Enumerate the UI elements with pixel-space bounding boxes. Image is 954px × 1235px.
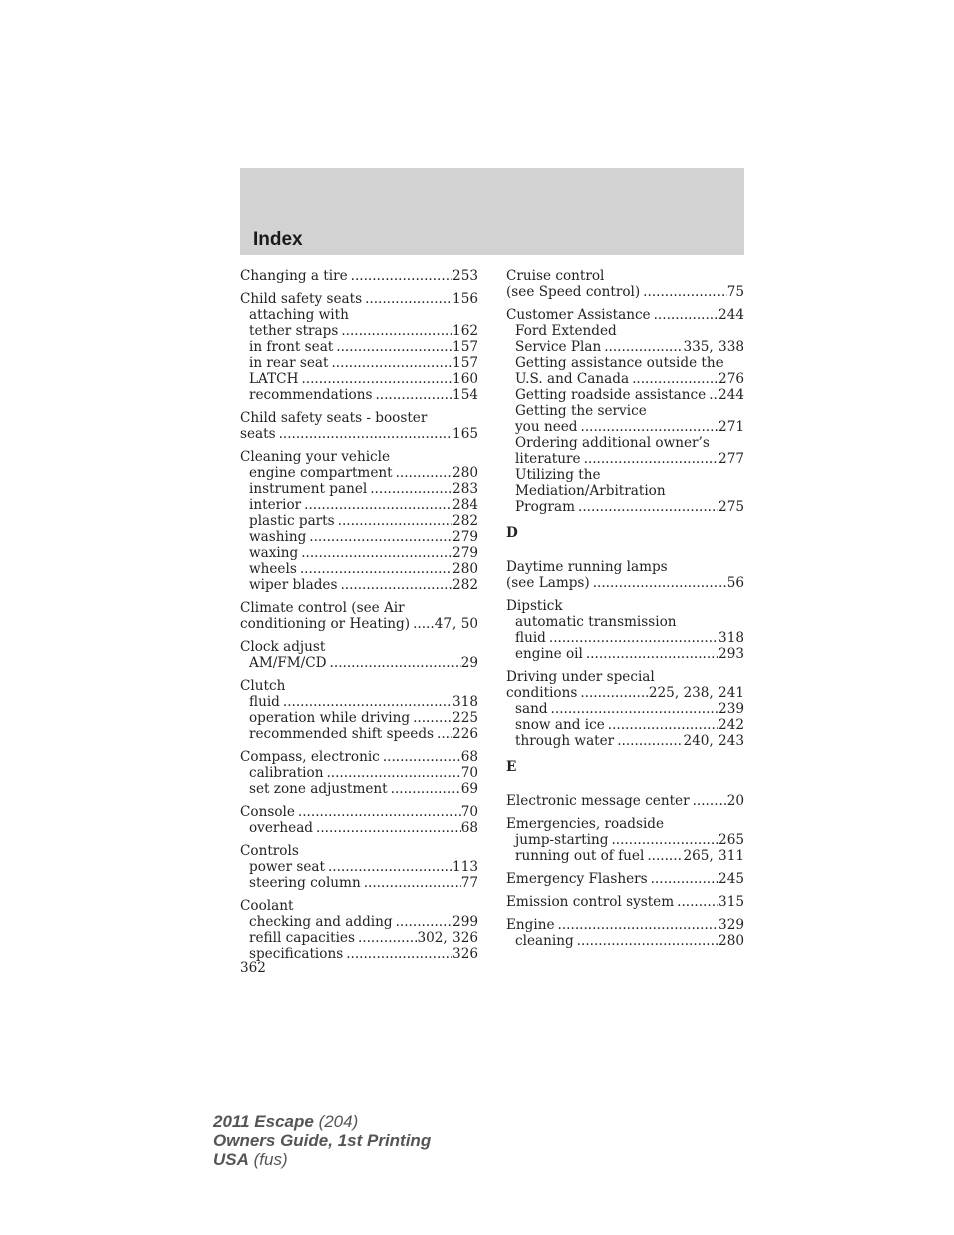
dot-leader	[361, 875, 461, 891]
index-entry-line	[506, 894, 744, 910]
entry-text: fluid	[515, 630, 546, 646]
entry-text: you need	[515, 419, 578, 435]
page-ref: 47, 50	[434, 616, 478, 632]
index-entry-line	[240, 291, 478, 307]
entry-text: instrument panel	[249, 481, 368, 497]
entry-text: calibration	[249, 765, 324, 781]
index-entry	[240, 678, 478, 742]
page-ref: 244	[718, 387, 744, 403]
section-letter: E	[506, 759, 517, 775]
page-ref: 318	[718, 630, 744, 646]
entry-text: engine oil	[515, 646, 583, 662]
index-entry	[240, 843, 478, 891]
entry-text: Climate control (see Air	[240, 600, 405, 616]
entry-text: Console	[240, 804, 295, 820]
index-subentry-line	[506, 403, 744, 419]
page-ref: 253	[452, 268, 478, 284]
page-ref: 293	[718, 646, 744, 662]
dot-leader	[644, 848, 683, 864]
page-ref: 280	[718, 933, 744, 949]
index-subentry-line	[240, 307, 478, 323]
page-ref: 280	[452, 561, 478, 577]
dot-leader	[605, 717, 718, 733]
index-subentry-line	[506, 646, 744, 662]
index-column-left	[240, 268, 478, 969]
page-ref: 240, 243	[683, 733, 744, 749]
index-subentry-line	[240, 930, 478, 946]
dot-leader	[333, 339, 452, 355]
index-subentry-line	[506, 435, 744, 451]
entry-text: sand	[515, 701, 548, 717]
page-number: 362	[240, 960, 266, 976]
index-entry-line	[506, 598, 744, 614]
page-ref: 276	[718, 371, 744, 387]
page-ref: 271	[718, 419, 744, 435]
dot-leader	[388, 781, 461, 797]
entry-text: Mediation/Arbitration	[515, 483, 666, 499]
dot-leader	[577, 685, 649, 701]
entry-text: in rear seat	[249, 355, 329, 371]
entry-text: recommended shift speeds	[249, 726, 435, 742]
index-entry	[240, 291, 478, 403]
dot-leader	[362, 291, 452, 307]
index-subentry-line	[240, 859, 478, 875]
index-subentry-line	[240, 781, 478, 797]
dot-leader	[355, 930, 418, 946]
index-subentry-line	[506, 387, 744, 403]
dot-leader	[674, 894, 718, 910]
page-ref: 29	[460, 655, 478, 671]
index-subentry-line	[240, 875, 478, 891]
page-ref: 113	[452, 859, 478, 875]
page-ref: 280	[452, 465, 478, 481]
index-entry	[240, 749, 478, 797]
page-ref: 318	[452, 694, 478, 710]
entry-text: Emergencies, roadside	[506, 816, 665, 832]
entry-text: Ford Extended	[515, 323, 617, 339]
entry-text: through water	[515, 733, 615, 749]
index-subentry-line	[240, 946, 478, 962]
entry-text: Program	[515, 499, 576, 515]
dot-leader	[434, 726, 452, 742]
page-ref: 299	[452, 914, 478, 930]
index-subentry-line	[240, 387, 478, 403]
index-entry-line	[506, 917, 744, 933]
index-entry-line	[506, 284, 744, 300]
index-entry	[240, 898, 478, 962]
entry-text: Driving under special	[506, 669, 655, 685]
dot-leader	[393, 914, 452, 930]
page-ref: 69	[460, 781, 478, 797]
index-subentry-line	[506, 717, 744, 733]
index-subentry-line	[506, 499, 744, 515]
index-subentry-line	[506, 733, 744, 749]
entry-text: checking and adding	[249, 914, 393, 930]
entry-text: set zone adjustment	[249, 781, 388, 797]
entry-text: fluid	[249, 694, 280, 710]
index-entry-line	[506, 816, 744, 832]
page-ref: 70	[460, 765, 478, 781]
entry-text: LATCH	[249, 371, 299, 387]
page-ref: 165	[452, 426, 478, 442]
page-ref: 162	[452, 323, 478, 339]
index-entry-line	[240, 639, 478, 655]
dot-leader	[276, 426, 452, 442]
index-subentry-line	[240, 355, 478, 371]
entry-text: steering column	[249, 875, 361, 891]
entry-text: power seat	[249, 859, 325, 875]
entry-text: Compass, electronic	[240, 749, 380, 765]
index-entry	[506, 559, 744, 591]
entry-text: Clutch	[240, 678, 286, 694]
footer-model-code: (204)	[318, 1112, 359, 1131]
entry-text: wheels	[249, 561, 297, 577]
page-ref: 226	[452, 726, 478, 742]
dot-leader	[323, 765, 460, 781]
page-ref: 302, 326	[417, 930, 478, 946]
index-subentry-line	[506, 467, 744, 483]
index-subentry-line	[506, 614, 744, 630]
index-entry-line	[240, 843, 478, 859]
index-subentry-line	[506, 451, 744, 467]
index-subentry-line	[506, 483, 744, 499]
entry-text: U.S. and Canada	[515, 371, 630, 387]
page-ref: 225	[452, 710, 478, 726]
dot-leader	[581, 451, 718, 467]
dot-leader	[601, 339, 683, 355]
entry-text: Controls	[240, 843, 299, 859]
dot-leader	[583, 646, 718, 662]
index-subentry-line	[240, 710, 478, 726]
index-entry	[506, 816, 744, 864]
entry-text: AM/FM/CD	[249, 655, 327, 671]
index-subentry-line	[240, 465, 478, 481]
index-entry	[240, 268, 478, 284]
index-subentry-line	[240, 820, 478, 836]
page-ref: 279	[452, 529, 478, 545]
index-entry-line	[506, 268, 744, 284]
index-entry-line	[506, 575, 744, 591]
entry-text: jump-starting	[515, 832, 609, 848]
entry-text: Getting roadside assistance	[515, 387, 707, 403]
dot-leader	[367, 481, 452, 497]
page-ref: 239	[718, 701, 744, 717]
page-title: Index	[253, 229, 303, 250]
dot-leader	[640, 284, 727, 300]
index-entry	[506, 268, 744, 300]
entry-text: Clock adjust	[240, 639, 326, 655]
entry-text: Changing a tire	[240, 268, 348, 284]
entry-text: plastic parts	[249, 513, 335, 529]
dot-leader	[338, 323, 452, 339]
dot-leader	[574, 933, 718, 949]
dot-leader	[297, 561, 452, 577]
entry-text: Dipstick	[506, 598, 563, 614]
page-ref: 282	[452, 513, 478, 529]
page-ref: 77	[460, 875, 478, 891]
entry-text: Utilizing the	[515, 467, 601, 483]
index-entry	[506, 307, 744, 515]
page-ref: 284	[452, 497, 478, 513]
dot-leader	[301, 497, 452, 513]
index-entry	[506, 894, 744, 910]
page-ref: 265	[718, 832, 744, 848]
dot-leader	[590, 575, 727, 591]
page-ref: 68	[460, 749, 478, 765]
entry-text: Emission control system	[506, 894, 675, 910]
dot-leader	[298, 545, 452, 561]
entry-text: Cruise control	[506, 268, 605, 284]
entry-text: running out of fuel	[515, 848, 645, 864]
dot-leader	[280, 694, 452, 710]
index-entry	[506, 917, 744, 949]
dot-leader	[555, 917, 719, 933]
dot-leader	[706, 387, 718, 403]
dot-leader	[327, 655, 461, 671]
entry-text: cleaning	[515, 933, 574, 949]
section-letter: D	[506, 525, 518, 541]
index-subentry-line	[240, 655, 478, 671]
entry-text: snow and ice	[515, 717, 605, 733]
page-ref: 265, 311	[683, 848, 744, 864]
index-subentry-line	[506, 933, 744, 949]
entry-text: Cleaning your vehicle	[240, 449, 391, 465]
index-subentry-line	[240, 577, 478, 593]
entry-text: seats	[240, 426, 276, 442]
dot-leader	[298, 371, 452, 387]
index-entry-line	[240, 749, 478, 765]
entry-text: Getting assistance outside the	[515, 355, 724, 371]
page-ref: 329	[718, 917, 744, 933]
dot-leader	[614, 733, 683, 749]
index-subentry-line	[506, 371, 744, 387]
entry-text: washing	[249, 529, 307, 545]
index-subentry-line	[240, 529, 478, 545]
index-entry-line	[506, 793, 744, 809]
dot-leader	[548, 701, 719, 717]
document-footer	[213, 1112, 431, 1169]
entry-text: specifications	[249, 946, 344, 962]
index-entry-line	[506, 307, 744, 323]
footer-guide-line	[213, 1131, 431, 1150]
index-entry-line	[240, 898, 478, 914]
page-ref: 68	[460, 820, 478, 836]
index-entry-line	[240, 616, 478, 632]
page-ref: 275	[718, 499, 744, 515]
footer-region: USA	[213, 1150, 249, 1169]
index-entry	[506, 598, 744, 662]
index-entry	[240, 804, 478, 836]
page-ref: 277	[718, 451, 744, 467]
page-ref: 70	[460, 804, 478, 820]
dot-leader	[578, 419, 719, 435]
page-ref: 282	[452, 577, 478, 593]
dot-leader	[393, 465, 452, 481]
index-entry-line	[240, 426, 478, 442]
index-entry	[506, 669, 744, 749]
entry-text: engine compartment	[249, 465, 393, 481]
footer-region-code: (fus)	[253, 1150, 288, 1169]
footer-guide: Owners Guide, 1st Printing	[213, 1131, 432, 1150]
page-ref: 154	[452, 387, 478, 403]
page-ref: 245	[718, 871, 744, 887]
dot-leader	[337, 577, 452, 593]
dot-leader	[546, 630, 718, 646]
dot-leader	[325, 859, 452, 875]
page-ref: 160	[452, 371, 478, 387]
entry-text: waxing	[249, 545, 299, 561]
index-header-band	[240, 168, 744, 255]
index-subentry-line	[240, 726, 478, 742]
dot-leader	[629, 371, 718, 387]
dot-leader	[343, 946, 452, 962]
index-subentry-line	[240, 371, 478, 387]
index-subentry-line	[240, 481, 478, 497]
index-entry-line	[240, 804, 478, 820]
entry-text: Engine	[506, 917, 555, 933]
page-ref: 283	[452, 481, 478, 497]
footer-region-line	[213, 1150, 431, 1169]
page-ref: 157	[452, 339, 478, 355]
index-entry-line	[240, 268, 478, 284]
dot-leader	[348, 268, 452, 284]
entry-text: Customer Assistance	[506, 307, 651, 323]
dot-leader	[410, 710, 452, 726]
entry-text: wiper blades	[249, 577, 338, 593]
index-column-right	[506, 268, 744, 956]
entry-text: conditioning or Heating)	[240, 616, 411, 632]
page-ref: 315	[718, 894, 744, 910]
dot-leader	[295, 804, 461, 820]
page-ref: 335, 338	[683, 339, 744, 355]
index-subentry-line	[506, 339, 744, 355]
dot-leader	[335, 513, 452, 529]
index-entry-line	[506, 669, 744, 685]
page-ref: 75	[726, 284, 744, 300]
index-entry	[506, 871, 744, 887]
index-subentry-line	[240, 765, 478, 781]
index-entry-line	[506, 685, 744, 701]
entry-text: (see Speed control)	[506, 284, 641, 300]
index-subentry-line	[240, 914, 478, 930]
entry-text: attaching with	[249, 307, 349, 323]
dot-leader	[690, 793, 727, 809]
index-entry-line	[240, 449, 478, 465]
index-entry	[240, 639, 478, 671]
dot-leader	[328, 355, 452, 371]
dot-leader	[648, 871, 718, 887]
entry-text: tether straps	[249, 323, 339, 339]
index-subentry-line	[240, 694, 478, 710]
entry-text: recommendations	[249, 387, 373, 403]
dot-leader	[651, 307, 718, 323]
page-ref: 244	[718, 307, 744, 323]
entry-text: overhead	[249, 820, 314, 836]
index-entry-line	[506, 871, 744, 887]
entry-text: literature	[515, 451, 581, 467]
dot-leader	[306, 529, 452, 545]
entry-text: automatic transmission	[515, 614, 677, 630]
entry-text: Emergency Flashers	[506, 871, 648, 887]
index-subentry-line	[506, 355, 744, 371]
dot-leader	[608, 832, 718, 848]
page-ref: 157	[452, 355, 478, 371]
dot-leader	[410, 616, 435, 632]
index-subentry-line	[240, 561, 478, 577]
index-entry	[506, 793, 744, 809]
entry-text: Getting the service	[515, 403, 647, 419]
entry-text: Daytime running lamps	[506, 559, 668, 575]
entry-text: (see Lamps)	[506, 575, 590, 591]
index-subentry-line	[506, 701, 744, 717]
index-subentry-line	[240, 545, 478, 561]
index-subentry-line	[240, 513, 478, 529]
dot-leader	[575, 499, 718, 515]
dot-leader	[372, 387, 452, 403]
index-entry-line	[240, 410, 478, 426]
entry-text: Child safety seats	[240, 291, 363, 307]
entry-text: operation while driving	[249, 710, 411, 726]
page-ref: 279	[452, 545, 478, 561]
entry-text: Ordering additional owner’s	[515, 435, 710, 451]
index-entry	[240, 600, 478, 632]
entry-text: refill capacities	[249, 930, 355, 946]
entry-text: Child safety seats - booster	[240, 410, 428, 426]
index-subentry-line	[506, 323, 744, 339]
entry-text: Electronic message center	[506, 793, 690, 809]
index-entry	[240, 410, 478, 442]
page-ref: 225, 238, 241	[648, 685, 744, 701]
page-ref: 326	[452, 946, 478, 962]
page-ref: 56	[726, 575, 744, 591]
entry-text: conditions	[506, 685, 578, 701]
entry-text: Coolant	[240, 898, 294, 914]
page-ref: 242	[718, 717, 744, 733]
page-ref: 156	[452, 291, 478, 307]
footer-model: 2011 Escape	[213, 1112, 314, 1131]
entry-text: interior	[249, 497, 302, 513]
index-entry	[240, 449, 478, 593]
index-subentry-line	[240, 323, 478, 339]
footer-model-line	[213, 1112, 431, 1131]
index-subentry-line	[506, 832, 744, 848]
index-entry-line	[240, 600, 478, 616]
dot-leader	[313, 820, 461, 836]
index-subentry-line	[240, 497, 478, 513]
dot-leader	[380, 749, 461, 765]
index-subentry-line	[506, 419, 744, 435]
index-entry-line	[240, 678, 478, 694]
index-subentry-line	[506, 848, 744, 864]
index-entry-line	[506, 559, 744, 575]
page-ref: 20	[726, 793, 744, 809]
entry-text: Service Plan	[515, 339, 602, 355]
index-subentry-line	[240, 339, 478, 355]
entry-text: in front seat	[249, 339, 334, 355]
index-subentry-line	[506, 630, 744, 646]
